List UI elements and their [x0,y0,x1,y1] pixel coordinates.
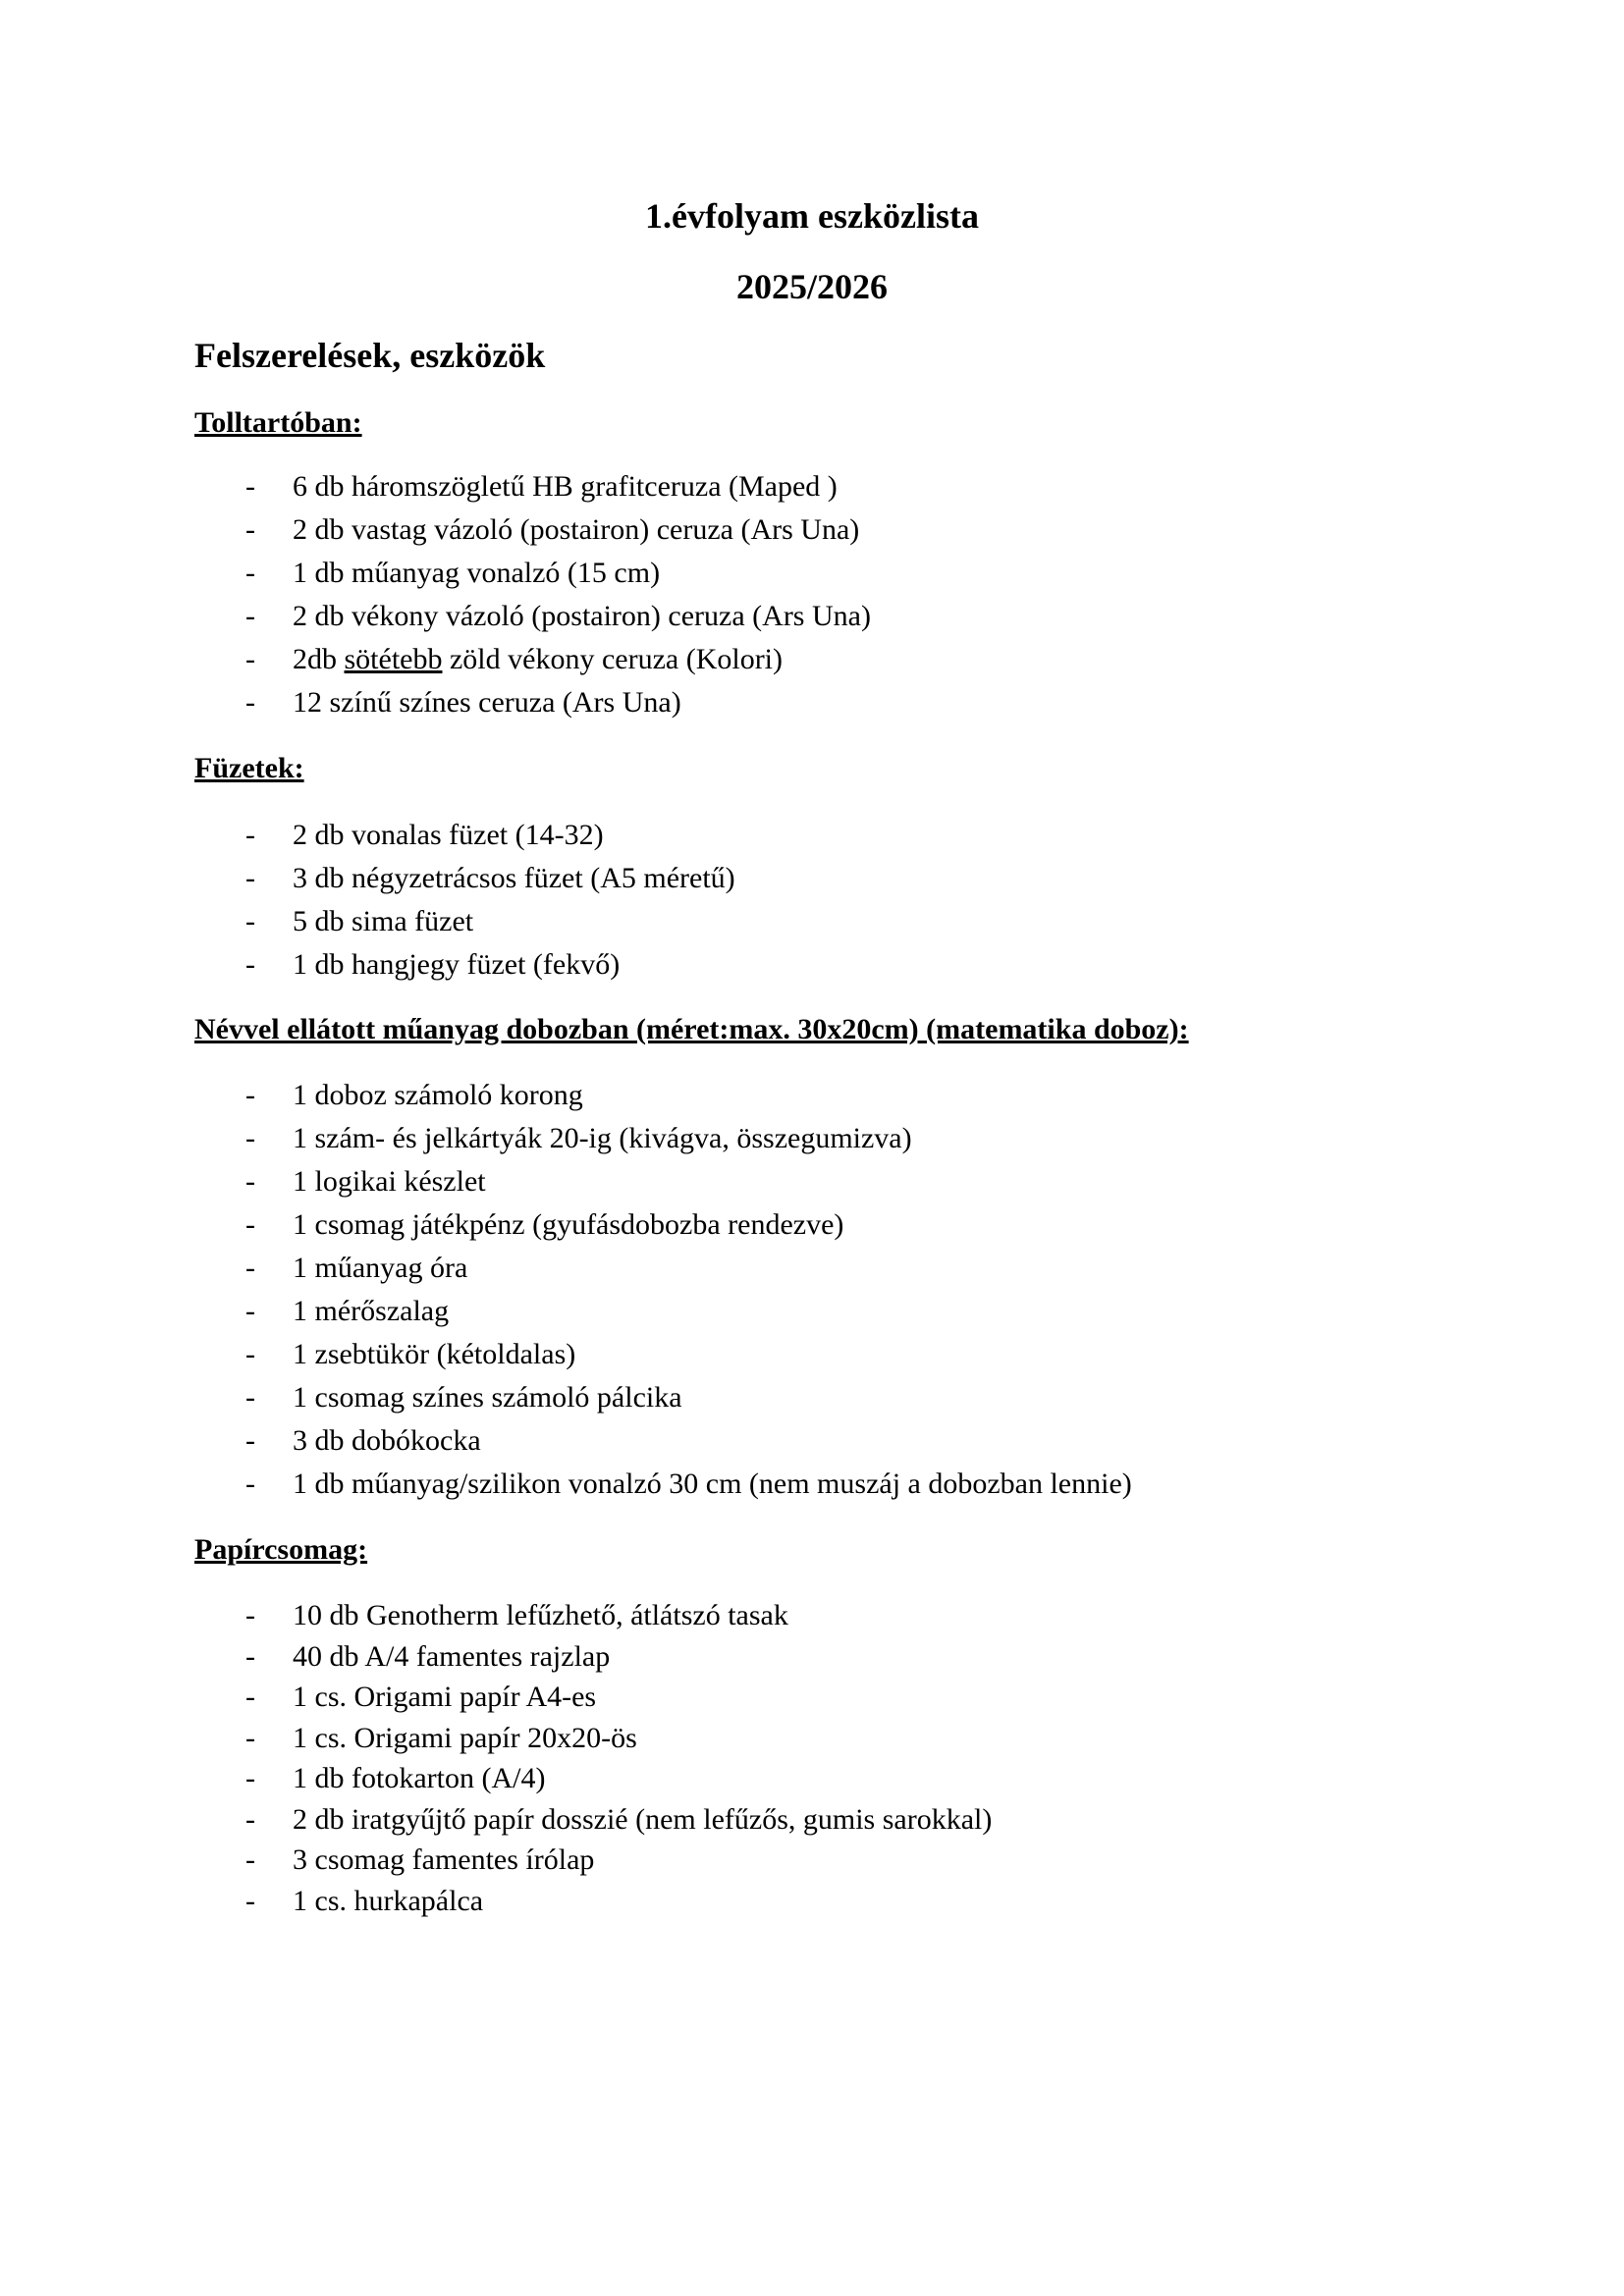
section-heading: Felszerelések, eszközök [194,336,546,375]
bullet-dash: - [245,1424,255,1457]
subheading-fuzetek: Füzetek: [194,752,304,784]
bullet-dash: - [245,1762,255,1794]
bullet-dash: - [245,1468,255,1500]
bullet-dash: - [245,1843,255,1876]
bullet-dash: - [245,1295,255,1327]
bullet-dash: - [245,905,255,937]
bullet-dash: - [245,1079,255,1111]
bullet-dash: - [245,600,255,632]
bullet-dash: - [245,1252,255,1284]
bullet-dash: - [245,948,255,981]
document-page: 1.évfolyam eszközlista 2025/2026 Felszerelések, eszközök Tolltartóban: - 6 db háromszögletű HB grafitceruza (Maped ) - 2 db vastag vázoló (postairon) ceruza (Ars Una) - 1 db műanyag vonalzó (15 cm) - 2 db vékony vázoló (postairon) ceruza (Ars Una) - 2db sötétebb zöld vékony ceruza (Kolori) - 12 színű színes ceruza (Ars Una) Füzetek: - 2 db vonalas füzet (14-32) - 3 db négyzetrácsos füzet (A5 méretű) - 5 db sima füzet - 1 db hangjegy füzet (fekvő) Névvel ellátott műanyag dobozban (méret:max. 30x20cm) (matematika doboz): - 1 doboz számoló korong - 1 szám- és jelkártyák 20-ig (kivágva, összegumizva) - 1 logikai készlet - 1 csomag játékpénz (gyufásdobozba rendezve) - 1 műanyag óra - 1 mérőszalag - 1 zsebtükör (kétoldalas) - 1 csomag színes számoló pálcika - 3 db dobókocka - 1 db műanyag/szilikon vonalzó 30 cm (nem muszáj a dobozban lennie) Papírcsomag: - 10 db Genotherm lefűzhető, átlátszó tasak - 40 db A/4 famentes rajzlap - 1 cs. Origami papír A4-es - 1 cs. Origami papír 20x20-ös - 1 db fotokarton (A/4) - 2 db iratgyűjtő papír dosszié (nem lefűzős, gumis sarokkal) - 3 csomag famentes írólap - 1 cs. hurkapálca [0,0,1624,2296]
bullet-dash: - [245,557,255,589]
document-title: 1.évfolyam eszközlista [645,196,979,236]
subheading-doboz: Névvel ellátott műanyag dobozban (méret:max. 30x20cm) (matematika doboz): [194,1013,1189,1045]
bullet-dash: - [245,1338,255,1370]
bullet-dash: - [245,470,255,503]
bullet-dash: - [245,1381,255,1414]
bullet-dash: - [245,1681,255,1713]
bullet-dash: - [245,819,255,851]
school-year: 2025/2026 [735,267,888,306]
bullet-dash: - [245,1639,255,1673]
bullet-dash: - [245,513,255,546]
underlined-word: sötétebb [344,643,443,675]
subheading-papircsomag: Papírcsomag: [194,1533,368,1566]
bullet-dash: - [245,1165,255,1198]
bullet-dash: - [245,862,255,894]
bullet-dash: - [245,1802,255,1836]
bullet-dash: - [245,1122,255,1154]
bullet-dash: - [245,643,255,675]
bullet-dash: - [245,1599,255,1631]
bullet-dash: - [245,686,255,719]
bullet-dash: - [245,1721,255,1754]
bullet-dash: - [245,1208,255,1241]
subheading-tolltarto: Tolltartóban: [194,406,362,439]
bullet-dash: - [245,1884,255,1917]
